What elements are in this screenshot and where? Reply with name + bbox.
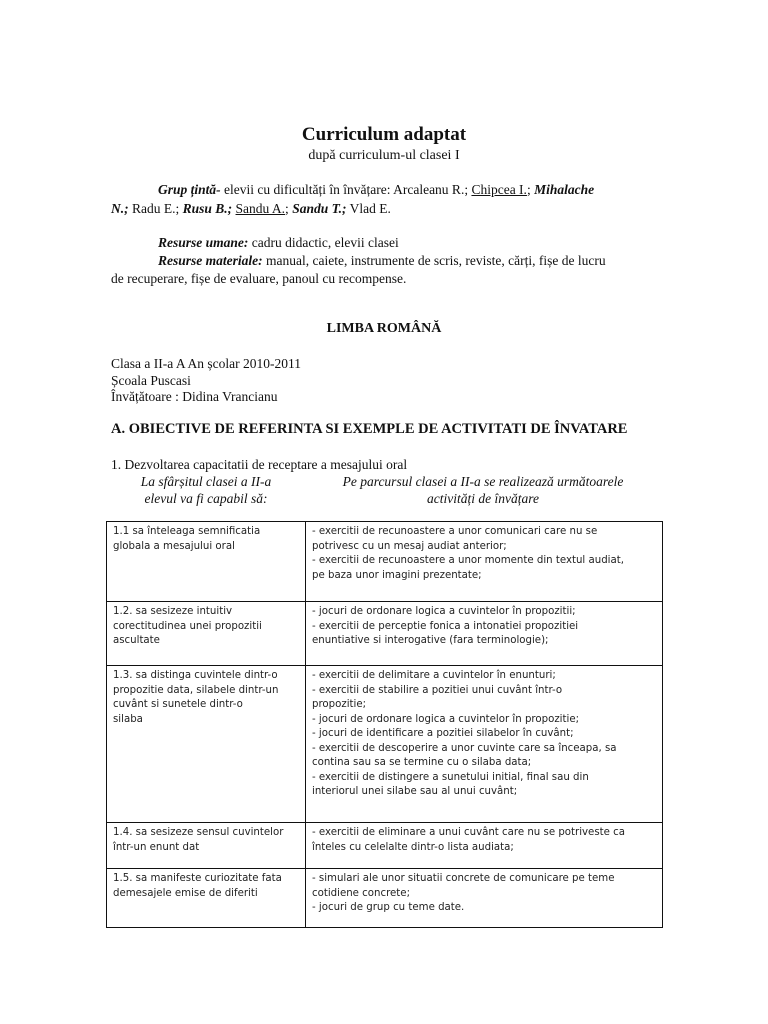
- objective-text: 1.4. sa sesizeze sensul cuvintelor: [113, 827, 284, 838]
- activity-text: - exercitii de recunoastere a unor comunicari care nu se: [312, 526, 598, 537]
- target-group-line-2: [111, 201, 391, 217]
- separator: ;: [526, 182, 535, 197]
- student-name: Sandu T.;: [292, 201, 347, 216]
- objective-cell: [107, 666, 306, 823]
- target-group-intro: elevii cu dificultăți în învățare: Arcaleanu R.;: [220, 182, 472, 197]
- column-header-line: La sfârșitul clasei a II-a: [140, 474, 272, 489]
- column-header-line: elevul va fi capabil să:: [144, 491, 268, 506]
- objective-text: silaba: [113, 713, 143, 725]
- activity-text: - jocuri de ordonare logica a cuvintelor în propozitii;: [312, 606, 576, 617]
- material-resources-line-2: de recuperare, fișe de evaluare, panoul cu recompense.: [111, 271, 407, 286]
- activity-text: - exercitii de eliminare a unui cuvânt care nu se potriveste ca: [312, 827, 625, 838]
- column-header-activities: [318, 473, 648, 507]
- student-name: N.;: [111, 201, 129, 216]
- objective-text: ascultate: [113, 635, 160, 646]
- activities-cell: [306, 666, 663, 823]
- objective-text: într-un enunt dat: [113, 841, 200, 853]
- activity-text: - jocuri de identificare a pozitiei silabelor în cuvânt;: [312, 728, 574, 739]
- material-resources-line-1: [158, 253, 606, 269]
- document-subtitle: după curriculum-ul clasei I: [308, 148, 460, 163]
- activity-text: înteles cu celelalte dintr-o lista audiata;: [312, 841, 514, 853]
- objective-text: 1.1 sa înteleaga semnificatia: [113, 526, 261, 537]
- activity-text: enuntiative si interogative (fara terminologie);: [312, 635, 549, 646]
- objective-cell: [107, 869, 306, 928]
- activity-text: contina sau sa se termine cu o silaba data;: [312, 757, 532, 768]
- table-row: [107, 602, 663, 666]
- column-header-line: Pe parcursul clasei a II-a se realizează următoarele: [342, 474, 624, 489]
- objective-text: corectitudinea unei propozitii: [113, 620, 262, 632]
- human-resources-label: Resurse umane:: [158, 235, 249, 250]
- section-title: LIMBA ROMÂNĂ: [326, 321, 442, 336]
- target-group-line-1: [158, 182, 594, 198]
- objective-cell: [107, 522, 306, 602]
- activity-text: - exercitii de descoperire a unor cuvinte care sa înceapa, sa: [312, 742, 617, 754]
- class-year: Clasa a II-a A An școlar 2010-2011: [111, 356, 301, 371]
- objective-text: demesajele emise de diferiti: [113, 887, 258, 899]
- column-header-line: activități de învățare: [427, 491, 539, 506]
- activities-cell: [306, 522, 663, 602]
- activity-text: - exercitii de recunoastere a unor momente din textul audiat,: [312, 555, 624, 566]
- student-name: Mihalache: [534, 182, 595, 197]
- activity-text: pe baza unor imagini prezentate;: [312, 569, 482, 581]
- student-name: Sandu A.: [235, 201, 286, 216]
- human-resources-text: cadru didactic, elevii clasei: [248, 235, 399, 250]
- objective-cell: [107, 602, 306, 666]
- material-resources-text: manual, caiete, instrumente de scris, reviste, cărți, fișe de lucru: [262, 253, 606, 268]
- student-name: Chipcea I.: [471, 182, 527, 197]
- objective-text: 1.2. sa sesizeze intuitiv: [113, 606, 233, 617]
- activity-text: potrivesc cu un mesaj audiat anterior;: [312, 540, 507, 552]
- objective-text: cuvânt si sunetele dintr-o: [113, 699, 243, 710]
- activity-text: - exercitii de distingere a sunetului initial, final sau din: [312, 771, 589, 783]
- target-group-label: Grup țintă-: [158, 182, 221, 197]
- table-row: [107, 666, 663, 823]
- activity-text: - exercitii de delimitare a cuvintelor în enunturi;: [312, 670, 556, 681]
- activity-text: - exercitii de perceptie fonica a intonatiei propozitiei: [312, 620, 579, 632]
- activity-text: cotidiene concrete;: [312, 887, 411, 899]
- table-row: [107, 823, 663, 869]
- objective-cell: [107, 823, 306, 869]
- activity-text: interiorul unei silabe sau al unui cuvânt;: [312, 786, 518, 797]
- activity-text: - simulari ale unor situatii concrete de comunicare pe teme: [312, 873, 615, 884]
- teacher-name: Învățătoare : Didina Vrancianu: [111, 389, 278, 404]
- objective-text: 1.5. sa manifeste curiozitate fata: [113, 873, 282, 884]
- activity-text: propozitie;: [312, 699, 367, 710]
- material-resources-label: Resurse materiale:: [158, 253, 263, 268]
- activity-text: - jocuri de ordonare logica a cuvintelor în propozitie;: [312, 713, 580, 725]
- student-name: Rusu B.;: [182, 201, 233, 216]
- objective-text: propozitie data, silabele dintr-un: [113, 684, 279, 696]
- human-resources-line: [158, 235, 399, 251]
- table-row: [107, 869, 663, 928]
- objectives-heading: A. OBIECTIVE DE REFERINTA SI EXEMPLE DE ACTIVITATI DE ÎNVATARE: [111, 421, 628, 437]
- student-name: Radu E.;: [128, 201, 183, 216]
- student-name: Vlad E.: [346, 201, 391, 216]
- activities-cell: [306, 602, 663, 666]
- school-name: Școala Puscasi: [111, 373, 191, 388]
- document-title: Curriculum adaptat: [301, 124, 467, 145]
- objective-text: 1.3. sa distinga cuvintele dintr-o: [113, 670, 278, 681]
- objectives-table: [106, 521, 663, 928]
- column-header-objectives: [111, 473, 301, 507]
- activities-cell: [306, 823, 663, 869]
- separator: ;: [285, 201, 293, 216]
- objective-text: globala a mesajului oral: [113, 540, 235, 552]
- subheading: 1. Dezvoltarea capacitatii de receptare a mesajului oral: [111, 457, 408, 472]
- activity-text: - jocuri de grup cu teme date.: [312, 902, 465, 913]
- activity-text: - exercitii de stabilire a pozitiei unui cuvânt într-o: [312, 684, 563, 696]
- table-row: [107, 522, 663, 602]
- activities-cell: [306, 869, 663, 928]
